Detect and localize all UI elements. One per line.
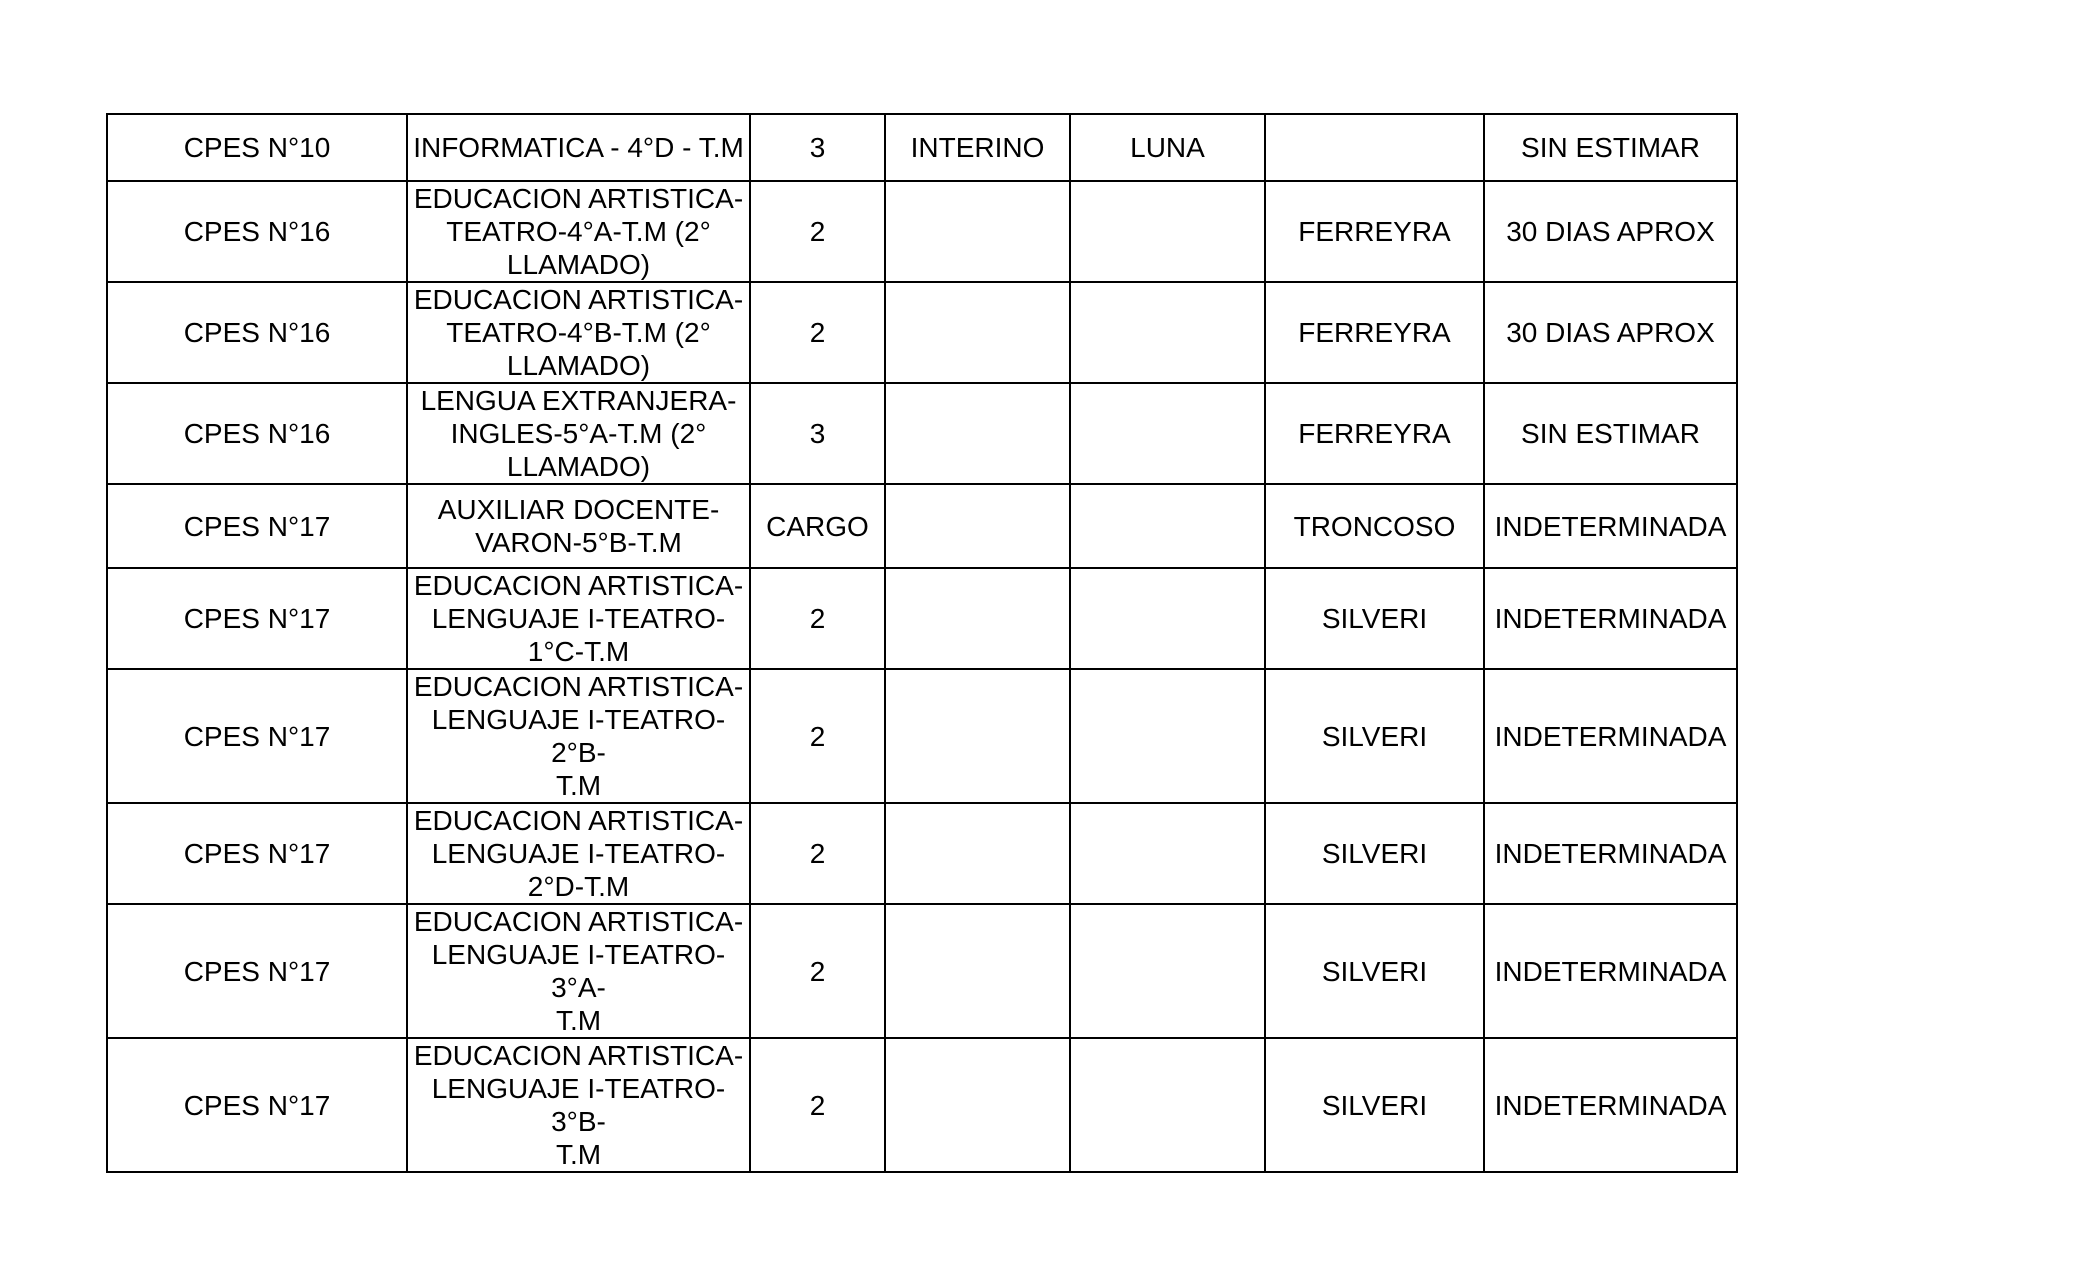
situation-cell [885, 181, 1070, 282]
hours-cell: 2 [750, 181, 885, 282]
situation-cell: INTERINO [885, 114, 1070, 181]
subject-cell: EDUCACION ARTISTICA- LENGUAJE I-TEATRO- 1°C-T.M [407, 568, 750, 669]
teacher-cell: TRONCOSO [1265, 484, 1484, 568]
subject-cell: EDUCACION ARTISTICA- TEATRO-4°B-T.M (2° LLAMADO) [407, 282, 750, 383]
school-cell: CPES N°17 [107, 669, 407, 803]
school-cell: CPES N°16 [107, 181, 407, 282]
situation-cell [885, 669, 1070, 803]
previous-cell [1070, 803, 1265, 904]
table-row [107, 282, 1737, 383]
table-row [107, 383, 1737, 484]
duration-cell: INDETERMINADA [1484, 568, 1737, 669]
previous-cell [1070, 904, 1265, 1038]
teacher-cell: SILVERI [1265, 904, 1484, 1038]
hours-cell: 2 [750, 803, 885, 904]
table-row [107, 803, 1737, 904]
situation-cell [885, 484, 1070, 568]
subject-cell: EDUCACION ARTISTICA- LENGUAJE I-TEATRO- 2°D-T.M [407, 803, 750, 904]
hours-cell: 2 [750, 904, 885, 1038]
teacher-cell: FERREYRA [1265, 383, 1484, 484]
duration-cell: INDETERMINADA [1484, 1038, 1737, 1172]
school-cell: CPES N°16 [107, 383, 407, 484]
table-row [107, 1038, 1737, 1172]
hours-cell: CARGO [750, 484, 885, 568]
duration-cell: SIN ESTIMAR [1484, 383, 1737, 484]
previous-cell [1070, 383, 1265, 484]
hours-cell: 2 [750, 669, 885, 803]
table-row [107, 114, 1737, 181]
teacher-cell: SILVERI [1265, 669, 1484, 803]
teacher-cell: FERREYRA [1265, 181, 1484, 282]
situation-cell [885, 282, 1070, 383]
table-row [107, 568, 1737, 669]
situation-cell [885, 904, 1070, 1038]
duration-cell: INDETERMINADA [1484, 803, 1737, 904]
subject-cell: EDUCACION ARTISTICA- LENGUAJE I-TEATRO-3°A- T.M [407, 904, 750, 1038]
subject-cell: INFORMATICA - 4°D - T.M [407, 114, 750, 181]
hours-cell: 2 [750, 282, 885, 383]
previous-cell [1070, 1038, 1265, 1172]
teacher-cell: SILVERI [1265, 1038, 1484, 1172]
subject-cell: EDUCACION ARTISTICA- LENGUAJE I-TEATRO-3°B- T.M [407, 1038, 750, 1172]
school-cell: CPES N°17 [107, 904, 407, 1038]
previous-cell [1070, 669, 1265, 803]
duration-cell: 30 DIAS APROX [1484, 181, 1737, 282]
duration-cell: SIN ESTIMAR [1484, 114, 1737, 181]
hours-cell: 3 [750, 383, 885, 484]
teacher-cell: SILVERI [1265, 803, 1484, 904]
school-cell: CPES N°16 [107, 282, 407, 383]
subject-cell: AUXILIAR DOCENTE- VARON-5°B-T.M [407, 484, 750, 568]
table-row [107, 669, 1737, 803]
table-row [107, 181, 1737, 282]
duration-cell: INDETERMINADA [1484, 904, 1737, 1038]
duration-cell: INDETERMINADA [1484, 484, 1737, 568]
table-row [107, 484, 1737, 568]
teacher-cell [1265, 114, 1484, 181]
previous-cell [1070, 282, 1265, 383]
school-cell: CPES N°17 [107, 568, 407, 669]
situation-cell [885, 568, 1070, 669]
situation-cell [885, 803, 1070, 904]
school-cell: CPES N°17 [107, 1038, 407, 1172]
school-cell: CPES N°10 [107, 114, 407, 181]
subject-cell: EDUCACION ARTISTICA- TEATRO-4°A-T.M (2° LLAMADO) [407, 181, 750, 282]
hours-cell: 3 [750, 114, 885, 181]
school-cell: CPES N°17 [107, 803, 407, 904]
previous-cell: LUNA [1070, 114, 1265, 181]
situation-cell [885, 1038, 1070, 1172]
previous-cell [1070, 181, 1265, 282]
school-cell: CPES N°17 [107, 484, 407, 568]
duration-cell: 30 DIAS APROX [1484, 282, 1737, 383]
situation-cell [885, 383, 1070, 484]
hours-cell: 2 [750, 568, 885, 669]
teacher-cell: FERREYRA [1265, 282, 1484, 383]
duration-cell: INDETERMINADA [1484, 669, 1737, 803]
vacancies-table [106, 113, 1738, 1173]
hours-cell: 2 [750, 1038, 885, 1172]
previous-cell [1070, 484, 1265, 568]
teacher-cell: SILVERI [1265, 568, 1484, 669]
previous-cell [1070, 568, 1265, 669]
table-row [107, 904, 1737, 1038]
subject-cell: LENGUA EXTRANJERA- INGLES-5°A-T.M (2° LLAMADO) [407, 383, 750, 484]
subject-cell: EDUCACION ARTISTICA- LENGUAJE I-TEATRO-2°B- T.M [407, 669, 750, 803]
